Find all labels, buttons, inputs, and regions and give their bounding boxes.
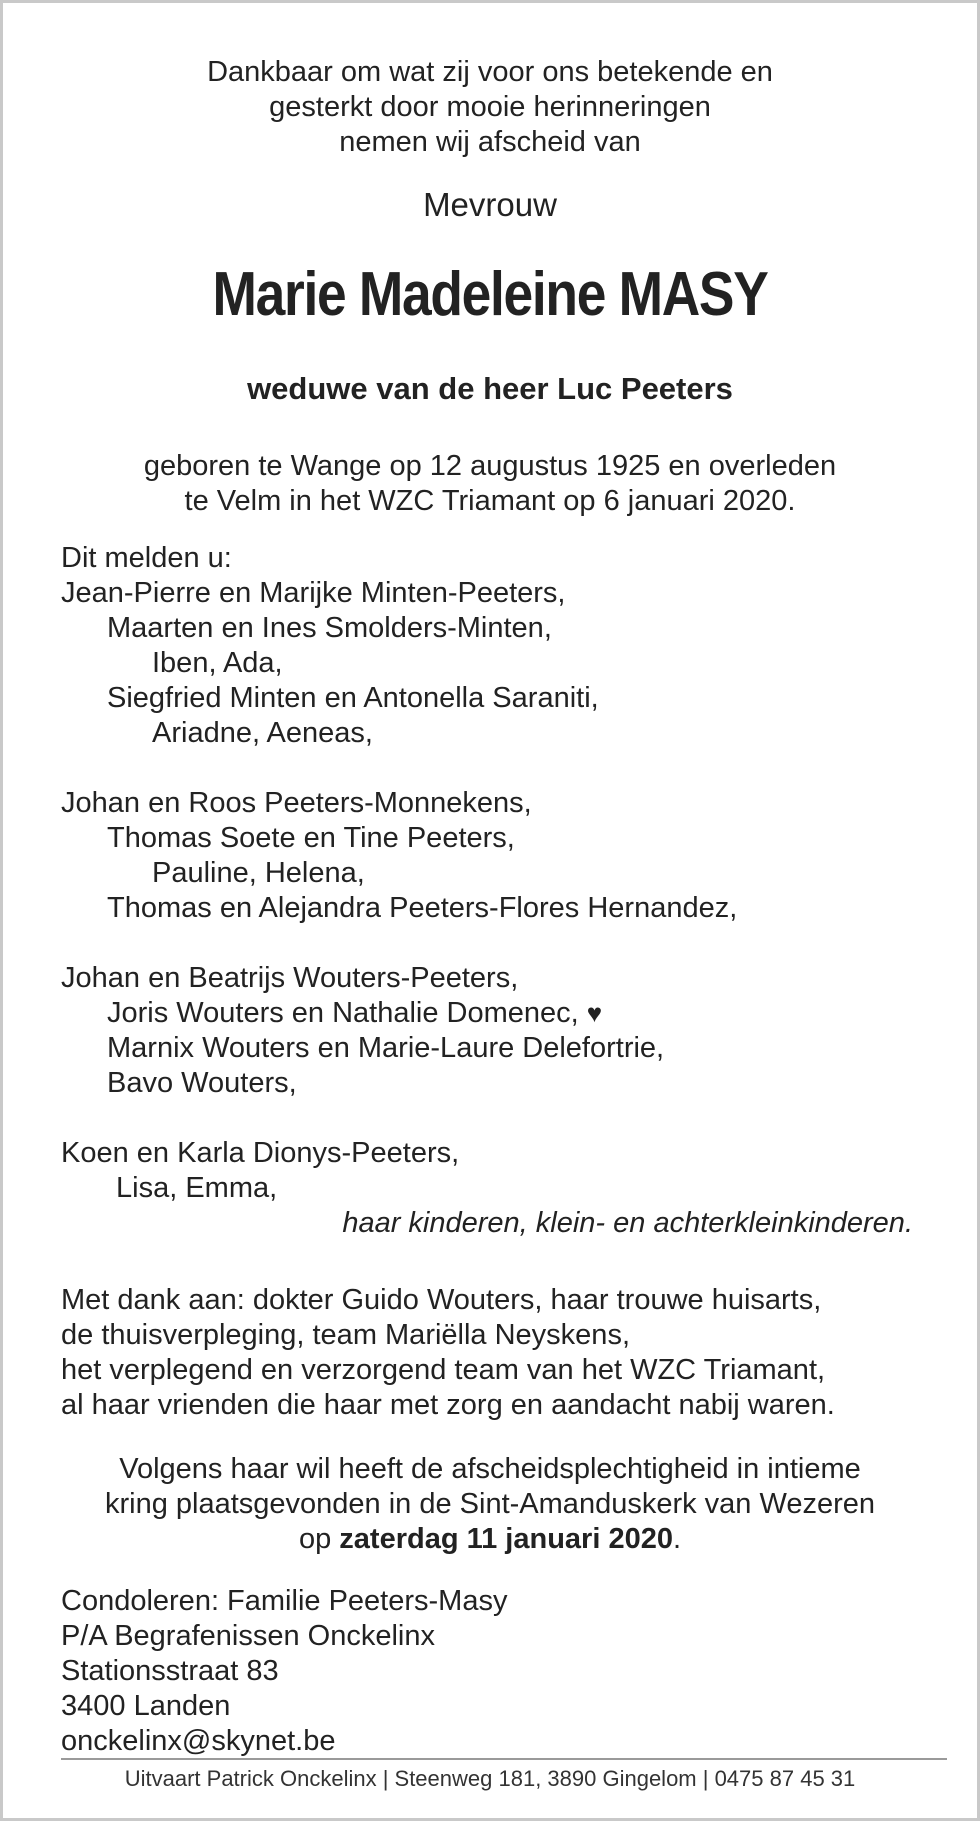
intro-line: Dankbaar om wat zij voor ons betekende en: [207, 56, 773, 88]
ceremony-suffix: .: [672, 1523, 682, 1555]
ceremony-prefix: op: [298, 1523, 340, 1555]
family-member: Johan en Roos Peeters-Monnekens,: [61, 787, 532, 819]
family-member: Lisa, Emma,: [116, 1172, 278, 1204]
thanks-line: de thuisverpleging, team Mariëlla Neyskens,: [61, 1319, 630, 1351]
family-member: Maarten en Ines Smolders-Minten,: [107, 612, 552, 644]
family-member: Thomas en Alejandra Peeters-Flores Hernandez,: [107, 892, 738, 924]
family-member: Pauline, Helena,: [152, 857, 365, 889]
thanks-text: [61, 1283, 835, 1423]
contact-line: Condoleren: Familie Peeters-Masy: [61, 1585, 508, 1617]
born-line: te Velm in het WZC Triamant op 6 januari 2020.: [184, 485, 796, 517]
heart-icon: ♥: [586, 998, 603, 1028]
thanks-line: al haar vrienden die haar met zorg en aandacht nabij waren.: [61, 1389, 835, 1421]
salutation: Mevrouw: [423, 186, 557, 223]
contact-email: onckelinx@skynet.be: [61, 1725, 336, 1757]
widow-line: weduwe van de heer Luc Peeters: [247, 371, 733, 406]
family-member: Ariadne, Aeneas,: [152, 717, 373, 749]
ceremony-line: Volgens haar wil heeft de afscheidsplechtigheid in intieme: [119, 1453, 861, 1485]
funeral-home-footer: Uitvaart Patrick Onckelinx | Steenweg 181, 3890 Gingelom | 0475 87 45 31: [124, 1766, 856, 1791]
intro-line: nemen wij afscheid van: [339, 126, 641, 158]
thanks-line: Met dank aan: dokter Guido Wouters, haar trouwe huisarts,: [61, 1284, 822, 1316]
family-member: Thomas Soete en Tine Peeters,: [107, 822, 515, 854]
family-member-name: Joris Wouters en Nathalie Domenec,: [107, 997, 579, 1029]
family-list: [61, 541, 921, 1241]
contact-line: P/A Begrafenissen Onckelinx: [61, 1620, 435, 1652]
birth-death-text: [3, 449, 977, 519]
born-line: geboren te Wange op 12 augustus 1925 en overleden: [143, 450, 837, 482]
intro-line: gesterkt door mooie herinneringen: [269, 91, 711, 123]
family-member: Koen en Karla Dionys-Peeters,: [61, 1137, 460, 1169]
condolence-contact: [61, 1584, 507, 1759]
intro-text: [3, 55, 977, 160]
ceremony-date-line: [3, 1522, 977, 1557]
family-member: Johan en Beatrijs Wouters-Peeters,: [61, 962, 519, 994]
deceased-name: Marie Madeleine MASY: [212, 260, 768, 329]
spacer: [61, 1101, 921, 1136]
ceremony-text: [3, 1452, 977, 1557]
family-signature: haar kinderen, klein- en achterkleinkinderen.: [342, 1207, 913, 1239]
family-member: Iben, Ada,: [152, 647, 283, 679]
thanks-line: het verplegend en verzorgend team van het WZC Triamant,: [61, 1354, 826, 1386]
contact-line: Stationsstraat 83: [61, 1655, 279, 1687]
spacer: [61, 926, 921, 961]
family-member-with-heart: [61, 996, 921, 1031]
family-member: Marnix Wouters en Marie-Laure Delefortrie,: [107, 1032, 665, 1064]
ceremony-date: zaterdag 11 januari 2020: [339, 1523, 673, 1555]
family-member: Jean-Pierre en Marijke Minten-Peeters,: [61, 577, 566, 609]
spacer: [61, 751, 921, 786]
family-member: Siegfried Minten en Antonella Saraniti,: [107, 682, 599, 714]
footer-divider: [61, 1758, 947, 1760]
contact-line: 3400 Landen: [61, 1690, 231, 1722]
ceremony-line: kring plaatsgevonden in de Sint-Amanduskerk van Wezeren: [104, 1488, 875, 1520]
announced-by: Dit melden u:: [61, 542, 232, 574]
family-member: Bavo Wouters,: [107, 1067, 297, 1099]
